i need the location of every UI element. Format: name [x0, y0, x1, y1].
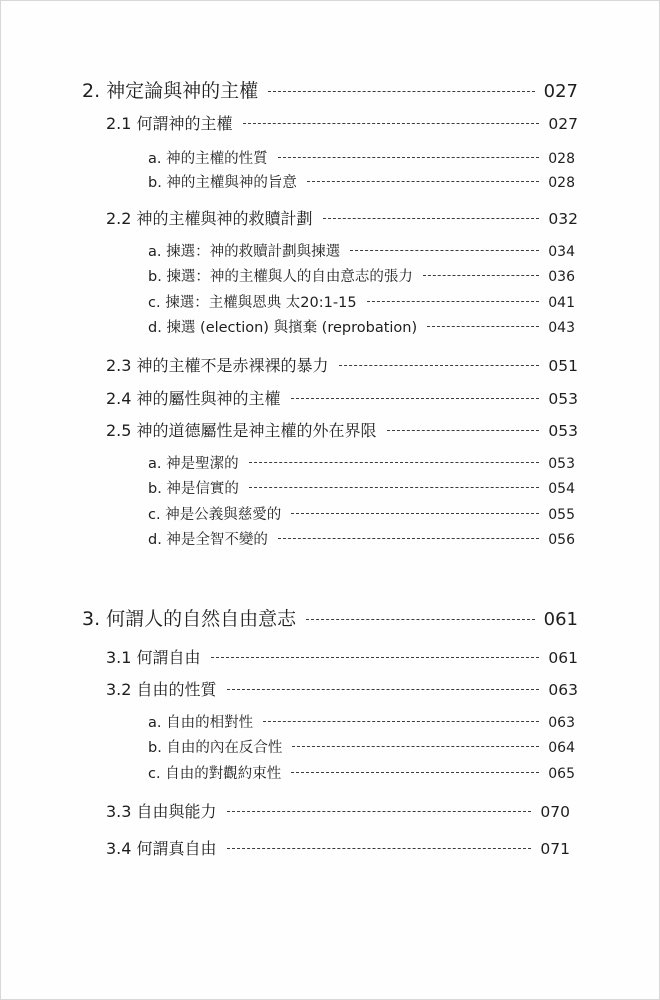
- toc-page-number: 028: [548, 175, 575, 191]
- dotted-leader: [306, 619, 534, 620]
- dotted-leader: [278, 157, 540, 158]
- toc-label: d. 神是全智不變的: [148, 532, 268, 548]
- toc-label: b. 揀選：神的主權與人的自由意志的張力: [148, 269, 413, 285]
- toc-subsection-2-2-b[interactable]: [148, 265, 575, 286]
- toc-page-number: 036: [548, 269, 575, 285]
- dotted-leader: [350, 250, 539, 251]
- toc-page-number: 041: [548, 295, 575, 311]
- toc-subsection-2-2-c[interactable]: [148, 291, 575, 312]
- dotted-leader: [291, 398, 540, 399]
- toc-page-number: 032: [548, 210, 578, 228]
- toc-page-number: 055: [548, 507, 575, 523]
- toc-subsection-3-2-c[interactable]: [148, 762, 575, 783]
- dotted-leader: [211, 657, 540, 658]
- toc-page-number: 063: [548, 681, 578, 699]
- toc-label: 2. 神定論與神的主權: [82, 80, 259, 102]
- toc-page-number: 061: [548, 649, 578, 667]
- toc-subsection-2-1-b[interactable]: [148, 171, 575, 192]
- dotted-leader: [278, 538, 539, 539]
- dotted-leader: [268, 91, 534, 92]
- toc-label: c. 揀選：主權與恩典 太20:1-15: [148, 295, 357, 311]
- toc-subsection-2-5-b[interactable]: [148, 477, 575, 498]
- toc-subsection-2-5-c[interactable]: [148, 503, 575, 524]
- toc-page-number: 053: [548, 422, 578, 440]
- dotted-leader: [427, 326, 539, 327]
- toc-page-number: 064: [548, 740, 575, 756]
- toc-subsection-2-5-d[interactable]: [148, 528, 575, 549]
- toc-label: 2.1 何謂神的主權: [106, 114, 233, 133]
- toc-section-2-4[interactable]: [106, 386, 578, 409]
- toc-subsection-3-2-a[interactable]: [148, 711, 575, 732]
- toc-subsection-2-5-a[interactable]: [148, 452, 575, 473]
- toc-section-2-5[interactable]: [106, 418, 578, 441]
- dotted-leader: [227, 811, 532, 812]
- dotted-leader: [227, 689, 540, 690]
- dotted-leader: [263, 721, 539, 722]
- toc-label: d. 揀選 (election) 與擯棄 (reprobation): [148, 320, 418, 336]
- toc-label: c. 自由的對觀約束性: [148, 766, 282, 782]
- dotted-leader: [292, 746, 539, 747]
- toc-page-number: 056: [548, 532, 575, 548]
- dotted-leader: [243, 123, 540, 124]
- toc-page-number: 028: [548, 151, 575, 167]
- toc-page-number: 071: [540, 840, 570, 858]
- toc-section-3-3[interactable]: [106, 799, 570, 822]
- toc-label: 3.1 何謂自由: [106, 648, 201, 667]
- dotted-leader: [249, 462, 540, 463]
- toc-label: a. 自由的相對性: [148, 715, 254, 731]
- toc-label: 3.2 自由的性質: [106, 680, 217, 699]
- dotted-leader: [423, 275, 539, 276]
- toc-section-3-2[interactable]: [106, 677, 578, 700]
- toc-chapter-3[interactable]: [82, 604, 578, 631]
- dotted-leader: [323, 218, 540, 219]
- dotted-leader: [291, 772, 539, 773]
- toc-label: b. 神的主權與神的旨意: [148, 175, 297, 191]
- dotted-leader: [367, 301, 540, 302]
- toc-subsection-2-1-a[interactable]: [148, 147, 575, 168]
- toc-subsection-2-2-d[interactable]: [148, 316, 575, 337]
- dotted-leader: [307, 181, 539, 182]
- toc-page-number: 053: [548, 390, 578, 408]
- toc-page-number: 043: [548, 320, 575, 336]
- dotted-leader: [249, 487, 539, 488]
- toc-label: c. 神是公義與慈愛的: [148, 507, 282, 523]
- toc-subsection-3-2-b[interactable]: [148, 736, 575, 757]
- toc-label: 2.3 神的主權不是赤裸裸的暴力: [106, 356, 329, 375]
- toc-label: 3.3 自由與能力: [106, 802, 217, 821]
- toc-label: 2.2 神的主權與神的救贖計劃: [106, 209, 313, 228]
- toc-page-number: 027: [543, 81, 578, 102]
- toc-label: a. 揀選：神的救贖計劃與揀選: [148, 244, 341, 260]
- dotted-leader: [291, 513, 539, 514]
- toc-page-number: 051: [548, 357, 578, 375]
- toc-label: 3.4 何謂真自由: [106, 839, 217, 858]
- toc-label: 3. 何謂人的自然自由意志: [82, 608, 297, 630]
- toc-page-number: 027: [548, 115, 578, 133]
- toc-page-number: 061: [543, 609, 578, 630]
- dotted-leader: [387, 430, 540, 431]
- toc-page-number: 065: [548, 766, 575, 782]
- toc-section-2-1[interactable]: [106, 111, 578, 134]
- toc-page-number: 054: [548, 481, 575, 497]
- toc-section-2-2[interactable]: [106, 206, 578, 229]
- toc-label: a. 神的主權的性質: [148, 151, 268, 167]
- dotted-leader: [227, 848, 532, 849]
- toc-label: 2.4 神的屬性與神的主權: [106, 389, 281, 408]
- toc-section-3-1[interactable]: [106, 645, 578, 668]
- toc-subsection-2-2-a[interactable]: [148, 240, 575, 261]
- dotted-leader: [339, 365, 540, 366]
- toc-label: b. 神是信實的: [148, 481, 239, 497]
- toc-page-number: 063: [548, 715, 575, 731]
- toc-section-2-3[interactable]: [106, 353, 578, 376]
- toc-label: a. 神是聖潔的: [148, 456, 239, 472]
- toc-chapter-2[interactable]: [82, 76, 578, 103]
- toc-label: b. 自由的內在反合性: [148, 740, 283, 756]
- toc-page-number: 053: [548, 456, 575, 472]
- toc-page-number: 034: [548, 244, 575, 260]
- toc-section-3-4[interactable]: [106, 836, 570, 859]
- toc-page-number: 070: [540, 803, 570, 821]
- toc-label: 2.5 神的道德屬性是神主權的外在界限: [106, 421, 377, 440]
